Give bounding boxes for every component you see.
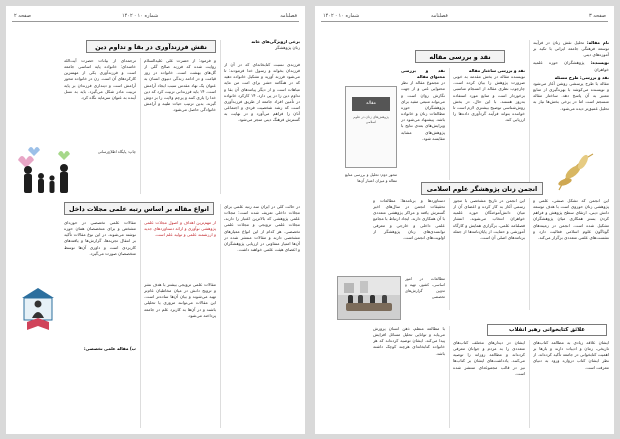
book-cover-text: پژوهش‌های زنان در علوم اسلامی xyxy=(353,115,389,124)
right-issue-info: شماره ۱۰ · ۱۴۰۲ xyxy=(323,13,360,19)
content-review-heading: نقد و بررسی محتوای مقاله xyxy=(401,68,445,80)
column-divider xyxy=(529,198,530,310)
content-review-text: در مجموع مقاله از نظر محتوایی غنی و از جهت نگارش روان است و می‌تواند منبعی مفید برای پژوهشگران حوزه مطالعات زنان و خانواده باشد. پیشنهاد می‌شود در ویرایش‌های بعدی نتایج با پژوهش‌های مشابه مقایسه شود. xyxy=(401,80,445,141)
critique-column-a xyxy=(533,40,609,158)
parenting-column-a: فرزندی نسبت کتابخانه‌ای که در آن از فرزندان بخواند و رسول خدا فرمودند: تا می‌شود فرزند آورید و تشکیل خانواده دهید که در هنگامه حشر برای امت من مایه مباهات است و از دیگر پیامدهای آن بقا و تداوم دین را در پی دارد. ۱۴ کارکرد خانواده در تأمین افراد جامعه از طریق فرزندآوری است که رشد شخصیت فردی و اجتماعی آنان را فراهم می‌آورد و در نهایت به گسترش فرهنگ دینی منجر می‌شود. xyxy=(224,62,300,123)
parenting-intro-note: برخی ازویژگی‌های خانه xyxy=(251,39,300,44)
critique-subheading: نقد و بررسی: طرح مسئله xyxy=(554,74,609,80)
book-cover-image xyxy=(345,86,397,168)
left-page-header xyxy=(12,9,299,22)
meeting-photo xyxy=(337,276,401,320)
author-value: پژوهشگران حوزه علمیه خواهران xyxy=(533,60,609,72)
left-publication-name: فصلنامه xyxy=(280,13,297,19)
butterfly-icon xyxy=(58,151,70,160)
right-page xyxy=(315,6,614,434)
critique-section-title: نقد و بررسی مقاله xyxy=(415,50,505,63)
right-publication-name: فصلنامه xyxy=(431,13,448,19)
parenting-column-b: و فرمود: از حضرت علی علیه‌السلام روایت شده که فرزند صالح گلی از گل‌های بهشت است. خانواده در روز قیامت و در ادامه زندگی دنیوی انسان به عنوان یک نهاد مقدس سبب ایجاد آرامش است. ۱۴ باید فرزندانی تربیت کرد که دین خدا را یاری کنند و پرچم ولایت را بر دوش گیرند. بدین ترتیب حیات طیبه و آرامش خانوادگی حاصل می‌شود. xyxy=(144,58,216,113)
articles-column-c: مقالات علمی تخصصی در حوزه‌ای مشخص و برای متخصصان همان حوزه نوشته می‌شوند. در این نوع مقالات تأکید بر انتقال تجربه‌ها، گزارش‌ها و یافته‌های کاربردی است و داوری آن‌ها توسط متخصصان صورت می‌گیرد. xyxy=(64,220,136,256)
column-divider xyxy=(529,340,530,428)
family-figures xyxy=(24,164,68,193)
association-section-title: انجمن زنان پژوهشگر علوم اسلامی xyxy=(421,182,543,195)
articles-highlight: از مهم‌ترین اهداف و اصول مجلات علمی پژوهشی نوآوری و ارائه دستاوردهای جدید و ارزشمند علمی و تولید علم است. xyxy=(144,220,216,238)
column-divider xyxy=(140,58,141,194)
leader-column-a: ایشان علاقه زیادی به مطالعه کتاب‌های تاریخی، رمان و ادبیات دارند و بارها بر اهمیت کتابخوانی در جامعه تأکید کرده‌اند. از نظر ایشان کتاب دروازه ورود به دنیای معرفت است. xyxy=(533,340,609,370)
golden-leaves-decoration xyxy=(551,146,601,196)
leader-column-b: ایشان در دیدارهای مختلف کتاب‌های متعددی را به مردم و جوانان معرفی کرده‌اند و مطالعه روزانه را توصیه می‌کنند. یادداشت‌های ایشان بر کتاب‌ها نیز در قالب مجموعه‌ای منتشر شده است. xyxy=(453,340,525,376)
butterfly-icon xyxy=(28,147,40,156)
parenting-intro xyxy=(224,39,300,61)
articles-column-b: مقالات علمی ترویجی بیشتر با هدف نشر و ترویج دانش در میان مخاطبان عام‌تر تهیه می‌شوند و بیان آن‌ها ساده‌تر است. این مقالات می‌توانند مروری یا تحلیلی باشند و در آن‌ها به کاربرد علم در جامعه پرداخته می‌شود. xyxy=(144,282,216,318)
left-page-number: صفحه ۲ xyxy=(14,13,31,19)
left-issue-info: شماره ۱۰ · ۱۴۰۲ xyxy=(122,13,159,19)
left-page xyxy=(6,6,305,434)
leader-column-c: با مطالعه منظم، ذهن انسان پرورش می‌یابد و توانایی تحلیل مسائل افزایش پیدا می‌کند. ایشان توصیه کرده‌اند که هر خانواده کتابخانه‌ای هرچند کوچک داشته باشد. xyxy=(373,326,445,356)
structure-review-heading: نقد و بررسی ساختار مقاله xyxy=(468,68,525,73)
structure-review-text: نویسنده مقاله در بخش مقدمه به خوبی ضرورت پژوهش را بیان کرده است. چارچوب نظری مقاله از انسجام مناسبی برخوردار است و منابع مورد استفاده به‌روز هستند. با این حال، در بخش روش‌شناسی توضیح بیشتری لازم است تا خواننده بتواند فرآیند گردآوری داده‌ها را ارزیابی کند. xyxy=(453,74,525,123)
column-divider xyxy=(220,40,221,194)
association-column-b: این انجمن در تاریخ مشخصی با مجوز رسمی آغاز به کار کرده و اعضای آن از میان دانش‌آموختگان حوزه علمیه خواهران انتخاب می‌شوند. انتشار فصلنامه علمی، برگزاری همایش و کارگاه آموزشی و حمایت از پایان‌نامه‌ها از جمله برنامه‌های اصلی آن است. xyxy=(453,198,525,240)
column-divider xyxy=(529,40,530,190)
association-photo-caption: مطالعات در امور اساسی، کشور، تهیه و تدوین گزارش‌های تخصصی xyxy=(405,276,445,300)
association-column-c: دستاوردها و برنامه‌ها: مطالعات و تحقیقات انجمن در سال‌های اخیر گسترش یافته و مراکز پژوهشی متعددی با آن همکاری دارند. ایجاد ارتباط با مجامع علمی داخلی و خارجی و معرفی توانمندی‌های زنان پژوهشگر از اولویت‌های انجمن است. xyxy=(373,198,445,240)
reading-woman-illustration xyxy=(16,284,60,336)
parenting-caption: چاپ: پایگاه اطلاع‌رسانی xyxy=(97,149,136,154)
column-divider xyxy=(449,68,450,180)
right-page-header xyxy=(321,9,608,22)
leader-section-title: علائق کتابخوانی رهبر انقلاب xyxy=(487,324,607,336)
butterfly-icon xyxy=(18,156,34,168)
article-name-label: نام مقاله: xyxy=(586,40,609,45)
column-divider xyxy=(220,204,221,428)
parenting-intro-sub: زنان پژوهشگر xyxy=(275,45,300,51)
critique-text: مقاله با طرح پرسشی روشن آغاز می‌شود و نویسنده می‌کوشد با بهره‌گیری از منابع معتبر به آن پاسخ دهد. ساختار مقاله منسجم است اما در برخی بخش‌ها نیاز به تحلیل عمیق‌تر دیده می‌شود. xyxy=(533,80,609,111)
critique-column-c xyxy=(401,68,445,180)
column-divider xyxy=(449,326,450,428)
right-page-number: صفحه ۳ xyxy=(589,13,606,19)
family-silhouette-illustration xyxy=(14,146,76,196)
parenting-column-c: ترجمه‌ای از بیانات حضرت آیت‌الله خامنه‌ای: خانواده پایه اساسی جامعه است و فرزندآوری یکی از مهمترین کارکردهای آن است. زن در خانواده محور آرامش است و دینداری فرزندان بر پایه تربیت مادر شکل می‌گیرد. باید به نسل آینده به عنوان سرمایه نگاه کرد. xyxy=(64,58,136,100)
articles-note-heading: ب) مقاله علمی تخصصی: xyxy=(83,346,136,351)
association-column-a: این انجمن که تشکل صنفی، علمی و پژوهشی زنان حوزوی است با هدف توسعه دانش دینی، ارتقای سطح پژوهش و فراهم کردن بستر همکاری میان پژوهشگران تشکیل شده است. انجمن در زمینه‌های گوناگون علوم اسلامی فعالیت دارد و نشست‌های علمی متعددی برگزار می‌کند. xyxy=(533,198,609,240)
article-name-value: تحلیل نقش زنان در فرآیند توسعه فرهنگی جامعه ایرانی با تکیه بر آموزه‌های دینی xyxy=(533,40,609,58)
critique-sidebar-note: محور دوم: تحلیل و بررسی منابع مقاله و میزان اعتبار آن‌ها xyxy=(345,172,397,184)
column-divider xyxy=(449,198,450,310)
critique-column-b xyxy=(453,68,525,180)
woman-head xyxy=(35,301,42,308)
author-label: نویسنده: xyxy=(590,60,609,66)
book-cover-title: مقاله xyxy=(352,97,390,111)
roof-icon xyxy=(22,288,54,298)
articles-section-title: انواع مقاله بر اساس رتبه علمی مجلات داخل xyxy=(64,202,214,215)
articles-column-a: در حالت کلی در ایران سه رتبه علمی برای مجلات داخلی تعریف شده است: مجلات علمی پژوهشی که بالاترین اعتبار را دارند، مجلات علمی ترویجی و مجلات علمی تخصصی. هر کدام از این انواع معیارهای مشخصی دارند و مقالات منتشر شده در آن‌ها امتیاز متفاوتی در ارزیابی پژوهشگران و اعضای هیئت علمی خواهند داشت. xyxy=(224,204,300,253)
parenting-article-title: نقش فرزندآوری در بقا و تداوم دین xyxy=(86,40,216,53)
column-divider xyxy=(140,220,141,428)
